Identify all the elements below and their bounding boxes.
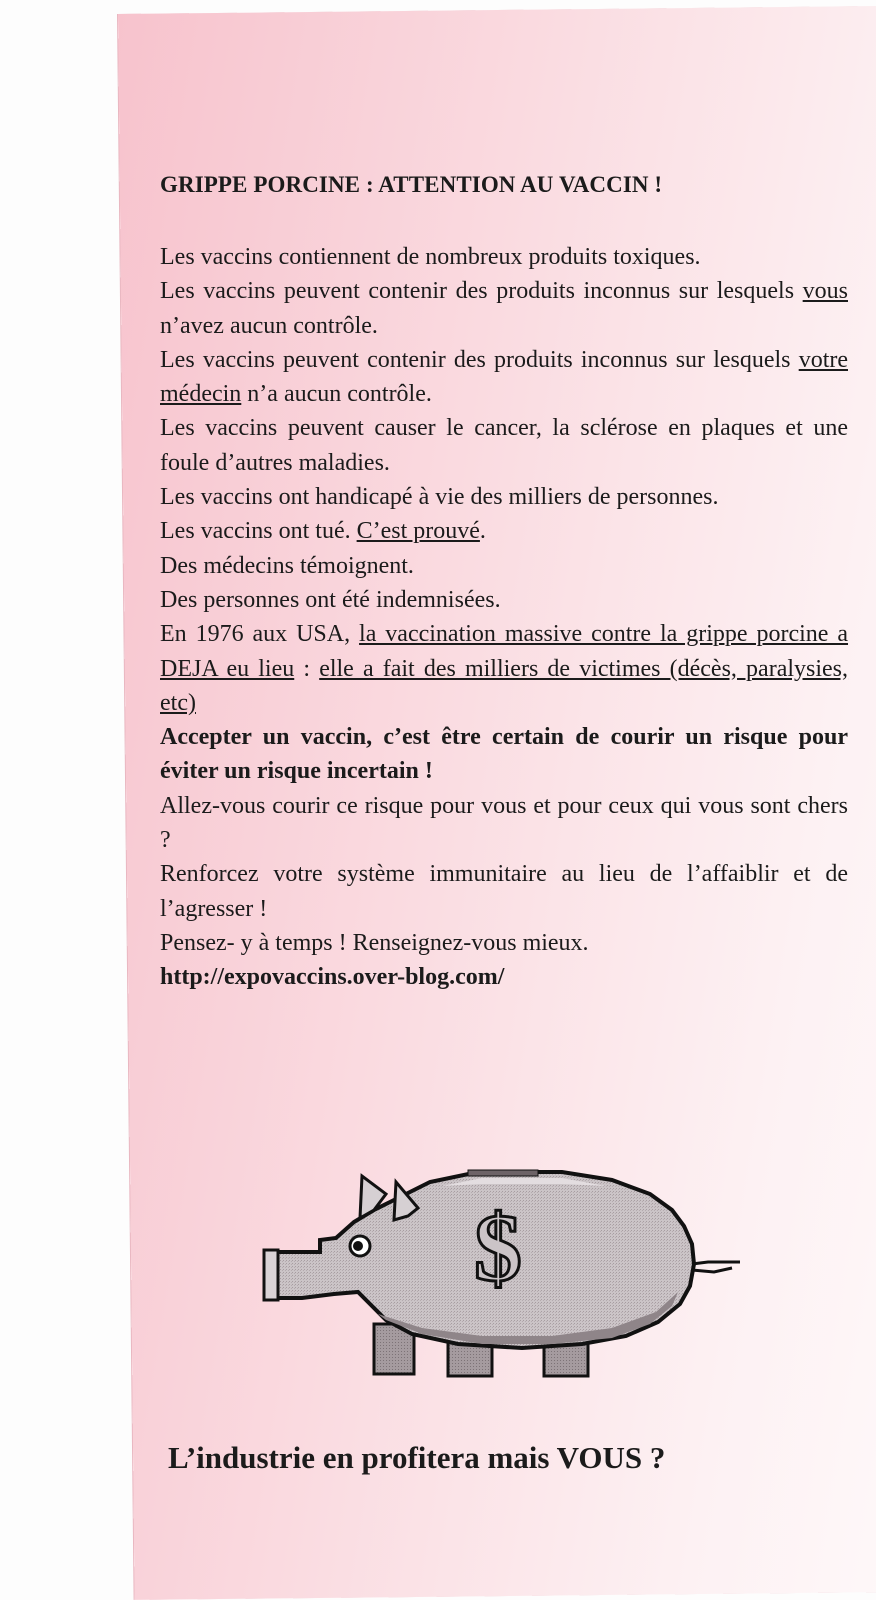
underlined-vous: vous [802,278,848,305]
piggy-bank-icon [262,1164,744,1382]
line-accept-risk: Accepter un vaccin, c’est être certain de courir un risque pour éviter un risque incertain ! [160,724,848,785]
pig-snout [264,1250,278,1300]
pig-dollar-sign: $ [474,1194,522,1301]
line-unknown-products-you [160,274,848,343]
line-handicap: Les vaccins ont handicapé à vie des milliers de personnes. [160,484,719,511]
line-killed [160,514,848,548]
underlined-mass-vaccination: la vaccination massive contre la grippe porcine a DEJA eu lieu [160,621,849,682]
text-segment: Les vaccins peuvent contenir des produits inconnus sur lesquels [160,278,803,305]
text-segment: Les vaccins peuvent contenir des produits inconnus sur lesquels [160,346,799,373]
blog-url[interactable]: http://expovaccins.over-blog.com/ [160,964,505,991]
text-segment: Les vaccins ont tué. [160,518,357,545]
line-immune-system: Renforcez votre système immunitaire au lieu de l’affaiblir et de l’agresser ! [160,861,848,922]
line-unknown-products-doctor [160,343,848,412]
line-compensated: Des personnes ont été indemnisées. [160,586,501,613]
line-question-risk: Allez-vous courir ce risque pour vous et pour ceux qui vous sont chers ? [160,792,848,854]
line-think-ahead: Pensez- y à temps ! Renseignez-vous mieux. [160,929,589,956]
text-segment: . [479,518,486,545]
text-segment: En 1976 aux USA, [160,621,360,648]
footer-slogan: L’industrie en profitera mais VOUS ? [168,1440,666,1475]
text-segment: n’a aucun contrôle. [241,381,432,408]
underlined-votre-medecin: votre médecin [160,346,848,408]
line-toxic-products: Les vaccins contiennent de nombreux produits toxiques. [160,244,701,270]
pig-coin-slot [468,1170,538,1176]
flyer-title: GRIPPE PORCINE : ATTENTION AU VACCIN ! [160,172,663,197]
line-doctors-testify: Des médecins témoignent. [160,552,414,579]
underlined-cest-prouve: C’est prouvé [356,518,480,545]
flyer-body [160,240,848,995]
text-segment: : [294,655,320,682]
line-cancer: Les vaccins peuvent causer le cancer, la sclérose en plaques et une foule d’autres maladies. [160,415,848,476]
text-segment: n’avez aucun contrôle. [160,312,378,339]
pig-pupil [353,1241,363,1251]
underlined-victims: elle a fait des milliers de victimes (décès, paralysies, etc) [160,655,849,716]
line-1976-usa [160,617,848,720]
pig-tail [692,1262,740,1272]
